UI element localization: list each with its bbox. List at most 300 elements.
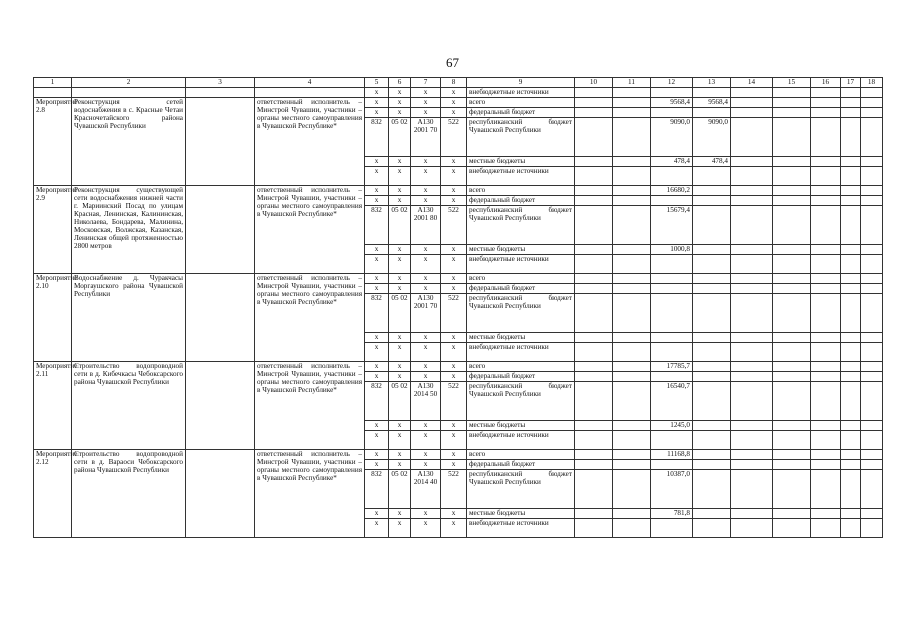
cell-c6: 05 02 <box>389 118 411 157</box>
cell-c5: 832 <box>365 382 389 421</box>
cell-c8: x <box>441 362 467 372</box>
empty-cell <box>811 362 841 372</box>
cell-c6: 05 02 <box>389 294 411 333</box>
table-row <box>34 98 883 108</box>
empty-cell <box>613 509 651 519</box>
cell-amount-12: 1000,8 <box>651 245 693 255</box>
cell-amount-12: 1245,0 <box>651 421 693 431</box>
cell-amount-13 <box>693 167 731 186</box>
cell-amount-13 <box>693 519 731 538</box>
cell-c7: x <box>411 460 441 470</box>
empty-cell <box>861 274 883 284</box>
cell-funding-source: республиканский бюджет Чувашской Республики <box>467 206 575 245</box>
empty-cell <box>773 167 811 186</box>
cell-funding-source: федеральный бюджет <box>467 196 575 206</box>
cell-c6: x <box>389 157 411 167</box>
empty-cell <box>861 509 883 519</box>
empty-cell <box>841 509 861 519</box>
empty-cell <box>861 343 883 362</box>
empty-cell <box>731 196 773 206</box>
empty-cell <box>575 206 613 245</box>
empty-cell <box>811 245 841 255</box>
empty-cell <box>731 470 773 509</box>
empty-cell <box>773 460 811 470</box>
empty-cell <box>811 98 841 108</box>
cell-c8: x <box>441 88 467 98</box>
empty-cell <box>811 196 841 206</box>
cell-c8: 522 <box>441 382 467 421</box>
empty-cell <box>186 274 255 362</box>
empty-cell <box>186 98 255 186</box>
empty-cell <box>773 470 811 509</box>
empty-cell <box>575 274 613 284</box>
cell-amount-13 <box>693 206 731 245</box>
empty-cell <box>731 245 773 255</box>
empty-cell <box>841 519 861 538</box>
column-number: 15 <box>773 78 811 88</box>
empty-cell <box>861 108 883 118</box>
cell-c6: x <box>389 98 411 108</box>
cell-c6: x <box>389 450 411 460</box>
cell-amount-12 <box>651 108 693 118</box>
empty-cell <box>575 118 613 157</box>
empty-cell <box>773 284 811 294</box>
cell-c7: А130 2001 80 <box>411 206 441 245</box>
cell-c7: x <box>411 196 441 206</box>
empty-cell <box>575 421 613 431</box>
empty-cell <box>613 157 651 167</box>
cell-amount-13: 9090,0 <box>693 118 731 157</box>
empty-cell <box>613 450 651 460</box>
empty-cell <box>731 431 773 450</box>
empty-cell <box>731 255 773 274</box>
cell-c6: x <box>389 255 411 274</box>
empty-cell <box>773 343 811 362</box>
empty-cell <box>841 167 861 186</box>
empty-cell <box>575 343 613 362</box>
cell-funding-source: внебюджетные источники <box>467 519 575 538</box>
cell-c5: x <box>365 519 389 538</box>
empty-cell <box>613 519 651 538</box>
cell-amount-13 <box>693 333 731 343</box>
cell-c8: x <box>441 245 467 255</box>
cell-amount-12: 10387,0 <box>651 470 693 509</box>
empty-cell <box>186 186 255 274</box>
cell-c6: x <box>389 421 411 431</box>
empty-cell <box>773 274 811 284</box>
cell-c5: x <box>365 274 389 284</box>
cell-c5: 832 <box>365 118 389 157</box>
cell-c7: А130 2014 50 <box>411 382 441 421</box>
cell-c7: x <box>411 431 441 450</box>
empty-cell <box>613 333 651 343</box>
empty-cell <box>773 421 811 431</box>
cell-c5: x <box>365 372 389 382</box>
empty-cell <box>575 431 613 450</box>
column-number: 16 <box>811 78 841 88</box>
empty-cell <box>811 108 841 118</box>
empty-cell <box>575 167 613 186</box>
cell-amount-13 <box>693 284 731 294</box>
empty-cell <box>811 294 841 333</box>
cell-c5: x <box>365 186 389 196</box>
cell-c8: x <box>441 274 467 284</box>
cell-amount-12: 11168,8 <box>651 450 693 460</box>
empty-cell <box>773 206 811 245</box>
cell-c8: x <box>441 421 467 431</box>
cell-funding-source: федеральный бюджет <box>467 460 575 470</box>
cell-c8: x <box>441 509 467 519</box>
cell-amount-12 <box>651 274 693 284</box>
cell-c6: x <box>389 333 411 343</box>
measure-executor: ответственный исполнитель – Минстрой Чувашии, участники – органы местного самоуправления в Чувашской Республике* <box>255 98 365 186</box>
empty-cell <box>811 284 841 294</box>
empty-cell <box>811 450 841 460</box>
empty-cell <box>575 470 613 509</box>
cell-funding-source: всего <box>467 274 575 284</box>
table-row <box>34 450 883 460</box>
empty-cell <box>811 186 841 196</box>
empty-cell <box>841 157 861 167</box>
empty-cell <box>861 118 883 157</box>
empty-cell <box>575 98 613 108</box>
cell-amount-13 <box>693 343 731 362</box>
cell-amount-12 <box>651 255 693 274</box>
empty-cell <box>731 450 773 460</box>
measure-executor: ответственный исполнитель – Минстрой Чувашии, участники – органы местного самоуправления в Чувашской Республике* <box>255 274 365 362</box>
empty-cell <box>773 519 811 538</box>
empty-cell <box>731 284 773 294</box>
column-number: 10 <box>575 78 613 88</box>
cell-c6: x <box>389 88 411 98</box>
empty-cell <box>613 343 651 362</box>
empty-cell <box>811 255 841 274</box>
empty-cell <box>861 186 883 196</box>
cell-funding-source: республиканский бюджет Чувашской Республики <box>467 470 575 509</box>
empty-cell <box>841 108 861 118</box>
cell-c5: x <box>365 460 389 470</box>
cell-amount-13 <box>693 470 731 509</box>
cell-c5: x <box>365 88 389 98</box>
empty-cell <box>811 460 841 470</box>
empty-cell <box>841 245 861 255</box>
empty-cell <box>773 186 811 196</box>
empty-cell <box>841 284 861 294</box>
empty-cell <box>575 157 613 167</box>
cell-funding-source: местные бюджеты <box>467 421 575 431</box>
cell-amount-13 <box>693 255 731 274</box>
column-number: 3 <box>186 78 255 88</box>
cell-amount-12 <box>651 431 693 450</box>
empty-cell <box>861 294 883 333</box>
cell-funding-source: внебюджетные источники <box>467 255 575 274</box>
empty-cell <box>613 206 651 245</box>
cell-amount-13: 9568,4 <box>693 98 731 108</box>
empty-cell <box>613 274 651 284</box>
cell-c6: x <box>389 196 411 206</box>
cell-c6: x <box>389 108 411 118</box>
cell-c8: x <box>441 98 467 108</box>
cell-funding-source: внебюджетные источники <box>467 431 575 450</box>
cell-c7: x <box>411 167 441 186</box>
empty-cell <box>731 343 773 362</box>
empty-cell <box>811 421 841 431</box>
empty-cell <box>731 118 773 157</box>
empty-cell <box>811 157 841 167</box>
cell-c8: x <box>441 167 467 186</box>
empty-cell <box>773 431 811 450</box>
table-row <box>34 274 883 284</box>
empty-cell <box>731 157 773 167</box>
empty-cell <box>841 362 861 372</box>
empty-cell <box>773 98 811 108</box>
cell-c7: x <box>411 333 441 343</box>
cell-c6: 05 02 <box>389 382 411 421</box>
cell-funding-source: всего <box>467 362 575 372</box>
empty-cell <box>861 157 883 167</box>
measure-name: Строительство водопроводной сети в д. Вараоси Чебоксарского района Чувашской Республики <box>72 450 186 538</box>
cell-funding-source: республиканский бюджет Чувашской Республики <box>467 294 575 333</box>
cell-amount-13 <box>693 186 731 196</box>
empty-cell <box>861 460 883 470</box>
empty-cell <box>613 196 651 206</box>
cell-funding-source: всего <box>467 450 575 460</box>
empty-cell <box>861 372 883 382</box>
empty-cell <box>731 382 773 421</box>
empty-cell <box>841 431 861 450</box>
empty-cell <box>575 450 613 460</box>
empty-cell <box>731 206 773 245</box>
cell-c5: x <box>365 362 389 372</box>
empty-cell <box>575 196 613 206</box>
cell-amount-12 <box>651 343 693 362</box>
empty-cell <box>773 196 811 206</box>
column-number-row <box>34 78 883 88</box>
column-number: 1 <box>34 78 72 88</box>
empty-cell <box>841 118 861 157</box>
cell-amount-12: 16540,7 <box>651 382 693 421</box>
empty-cell <box>841 255 861 274</box>
empty-cell <box>731 98 773 108</box>
measure-name: Водоснабжение д. Чуракчасы Моргаушского района Чувашской Республики <box>72 274 186 362</box>
cell-c7: А130 2001 70 <box>411 118 441 157</box>
empty-cell <box>861 245 883 255</box>
empty-cell <box>861 333 883 343</box>
cell-c7: x <box>411 284 441 294</box>
measure-code: Мероприятие 2.12 <box>34 450 72 538</box>
measure-code: Мероприятие 2.11 <box>34 362 72 450</box>
empty-cell <box>841 98 861 108</box>
empty-cell <box>773 372 811 382</box>
empty-cell <box>773 245 811 255</box>
empty-cell <box>811 167 841 186</box>
cell-c8: 522 <box>441 118 467 157</box>
cell-c6: 05 02 <box>389 206 411 245</box>
empty-cell <box>575 460 613 470</box>
empty-cell <box>613 167 651 186</box>
empty-cell <box>841 470 861 509</box>
cell-c5: 832 <box>365 294 389 333</box>
cell-c7: x <box>411 245 441 255</box>
empty-cell <box>861 284 883 294</box>
empty-cell <box>613 118 651 157</box>
empty-cell <box>613 372 651 382</box>
measure-name: Реконструкция существующей сети водоснабжения нижней части г. Мариинский Посад по улицам Красная, Ленинская, Калининская, Николаева, Бондарева, Малинина, Московская, Волжская, Казанская, Ленинская общей протяженностью 2800 метров <box>72 186 186 274</box>
empty-cell <box>731 108 773 118</box>
empty-cell <box>613 421 651 431</box>
cell-amount-13 <box>693 372 731 382</box>
cell-amount-12: 9090,0 <box>651 118 693 157</box>
empty-cell <box>731 362 773 372</box>
empty-cell <box>861 382 883 421</box>
empty-cell <box>811 372 841 382</box>
empty-cell <box>731 294 773 333</box>
empty-cell <box>731 460 773 470</box>
empty-cell <box>841 450 861 460</box>
cell-amount-13 <box>693 460 731 470</box>
cell-amount-12 <box>651 284 693 294</box>
empty-cell <box>861 206 883 245</box>
cell-amount-12: 478,4 <box>651 157 693 167</box>
empty-cell <box>811 431 841 450</box>
cell-c6: x <box>389 186 411 196</box>
column-number: 13 <box>693 78 731 88</box>
table-row <box>34 186 883 196</box>
cell-c8: x <box>441 333 467 343</box>
cell-c5: x <box>365 431 389 450</box>
empty-cell <box>861 98 883 108</box>
cell-funding-source: местные бюджеты <box>467 245 575 255</box>
empty-cell <box>841 274 861 284</box>
cell-c6: x <box>389 245 411 255</box>
empty-cell <box>731 333 773 343</box>
cell-c6: 05 02 <box>389 470 411 509</box>
cell-c5: x <box>365 157 389 167</box>
cell-funding-source: республиканский бюджет Чувашской Республики <box>467 118 575 157</box>
table-row <box>34 362 883 372</box>
empty-cell <box>575 108 613 118</box>
empty-cell <box>575 382 613 421</box>
empty-cell <box>861 470 883 509</box>
empty-cell <box>811 470 841 509</box>
cell-c5: x <box>365 255 389 274</box>
cell-amount-13 <box>693 382 731 421</box>
cell-amount-12: 15679,4 <box>651 206 693 245</box>
measure-executor: ответственный исполнитель – Минстрой Чувашии, участники – органы местного самоуправления в Чувашской Республике* <box>255 362 365 450</box>
empty-cell <box>811 118 841 157</box>
cell-c7: x <box>411 509 441 519</box>
cell-c8: x <box>441 108 467 118</box>
cell-c6: x <box>389 362 411 372</box>
cell-amount-13 <box>693 108 731 118</box>
empty-cell <box>186 450 255 538</box>
cell-amount-12 <box>651 294 693 333</box>
cell-c5: x <box>365 196 389 206</box>
page-number: 67 <box>446 55 459 70</box>
cell-c7: x <box>411 98 441 108</box>
empty-cell <box>575 372 613 382</box>
cell-c5: x <box>365 450 389 460</box>
cell-amount-12 <box>651 333 693 343</box>
empty-cell <box>731 167 773 186</box>
empty-cell <box>575 362 613 372</box>
empty-cell <box>811 519 841 538</box>
cell-c5: x <box>365 98 389 108</box>
cell-amount-12: 16680,2 <box>651 186 693 196</box>
measure-name: Реконструкция сетей водоснабжения в с. Красные Четаи Красночетайского района Чувашской Республики <box>72 98 186 186</box>
empty-cell <box>811 382 841 421</box>
cell-funding-source: местные бюджеты <box>467 509 575 519</box>
empty-cell <box>841 294 861 333</box>
cell-funding-source: федеральный бюджет <box>467 284 575 294</box>
cell-c7: x <box>411 362 441 372</box>
empty-cell <box>773 333 811 343</box>
cell-c5: x <box>365 421 389 431</box>
cell-funding-source: всего <box>467 98 575 108</box>
empty-cell <box>811 333 841 343</box>
cell-c7: x <box>411 519 441 538</box>
cell-c8: x <box>441 343 467 362</box>
cell-c8: x <box>441 372 467 382</box>
cell-c5: x <box>365 343 389 362</box>
cell-c8: x <box>441 186 467 196</box>
cell-amount-13 <box>693 274 731 284</box>
cell-amount-13 <box>693 362 731 372</box>
cell-c5: 832 <box>365 206 389 245</box>
empty-cell <box>731 509 773 519</box>
empty-cell <box>613 470 651 509</box>
cell-amount-13 <box>693 245 731 255</box>
column-number: 12 <box>651 78 693 88</box>
measure-code: Мероприятие 2.10 <box>34 274 72 362</box>
column-number: 2 <box>72 78 186 88</box>
empty-cell <box>841 206 861 245</box>
empty-cell <box>861 431 883 450</box>
cell-c5: x <box>365 245 389 255</box>
empty-cell <box>186 362 255 450</box>
empty-cell <box>773 509 811 519</box>
cell-c8: x <box>441 450 467 460</box>
cell-c8: 522 <box>441 470 467 509</box>
cell-funding-source: местные бюджеты <box>467 333 575 343</box>
empty-cell <box>773 450 811 460</box>
cell-c7: x <box>411 343 441 362</box>
empty-cell <box>861 167 883 186</box>
empty-cell <box>841 382 861 421</box>
cell-c5: x <box>365 333 389 343</box>
cell-amount-13 <box>693 294 731 333</box>
cell-c7: x <box>411 108 441 118</box>
cell-amount-13 <box>693 421 731 431</box>
cell-c8: x <box>441 519 467 538</box>
cell-amount-13 <box>693 509 731 519</box>
empty-cell <box>841 460 861 470</box>
empty-cell <box>575 509 613 519</box>
column-number: 6 <box>389 78 411 88</box>
cell-funding-source: внебюджетные источники <box>467 167 575 186</box>
cell-amount-13 <box>693 196 731 206</box>
cell-funding-source: всего <box>467 186 575 196</box>
cell-c5: 832 <box>365 470 389 509</box>
column-number: 7 <box>411 78 441 88</box>
measure-code: Мероприятие 2.9 <box>34 186 72 274</box>
empty-cell <box>613 245 651 255</box>
empty-cell <box>575 255 613 274</box>
empty-cell <box>575 186 613 196</box>
cell-c6: x <box>389 372 411 382</box>
cell-c6: x <box>389 509 411 519</box>
measure-code: Мероприятие 2.8 <box>34 98 72 186</box>
